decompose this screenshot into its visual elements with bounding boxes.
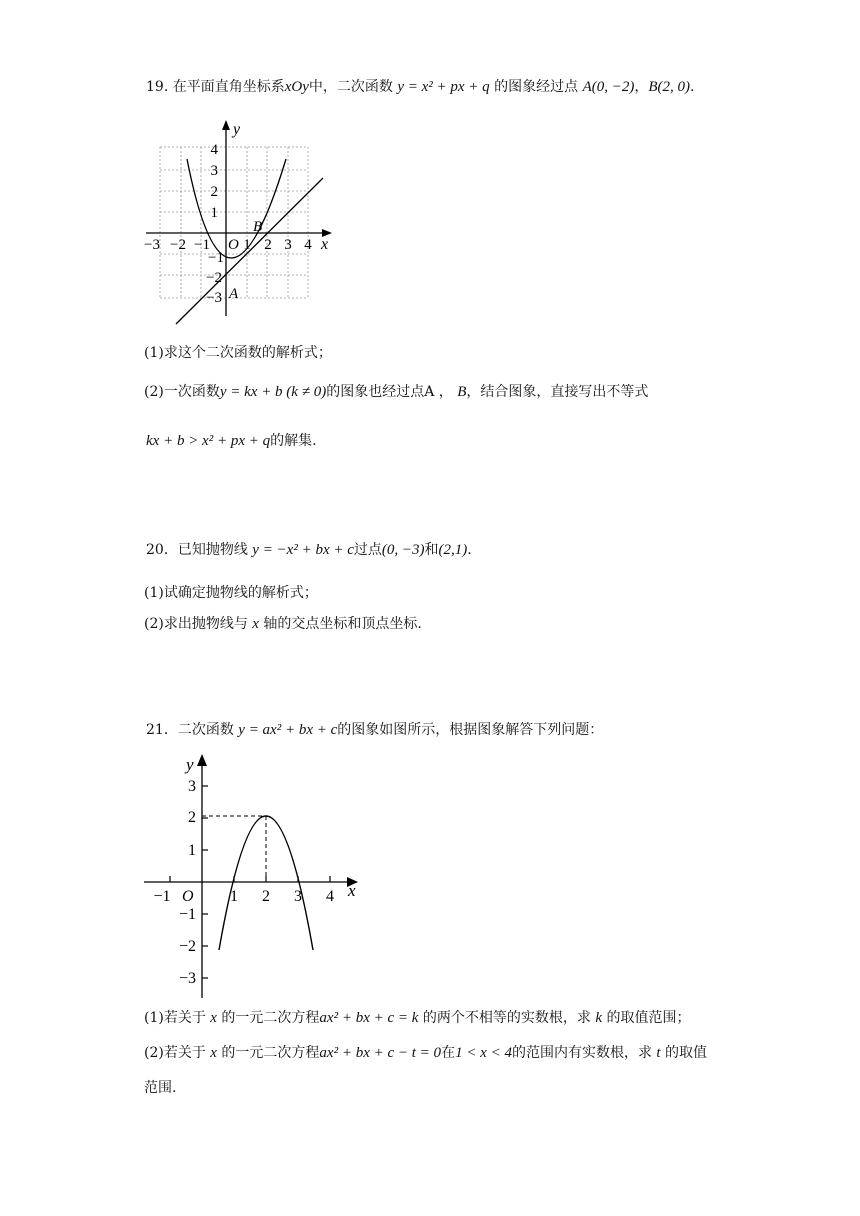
q19-point-b: B(2, 0): [648, 79, 691, 95]
q19-x-label: x: [321, 236, 329, 253]
q19-mid2: 的图象经过点: [494, 79, 579, 95]
q21-mid: 的图象如图所示，根据图象解答下列问题：: [337, 722, 604, 738]
q21-part1-d: 的取值范围；: [606, 1010, 691, 1026]
q19-x-tick: 2: [264, 237, 272, 253]
q21-part1-c: 的两个不相等的实数根，求: [422, 1010, 591, 1026]
q21-part2-b: 的一元二次方程: [221, 1045, 320, 1061]
q21-y-label: y: [186, 755, 194, 774]
q19-point-a: A(0, −2): [582, 79, 635, 95]
q20-prefix: 20．已知抛物线: [146, 542, 248, 558]
q21-part1-equation: ax² + bx + c = k: [319, 1010, 419, 1026]
q20-end: .: [467, 542, 472, 558]
q21-x-tick: 1: [230, 888, 238, 905]
q19-prefix: 19. 在平面直角坐标系: [146, 79, 285, 95]
q19-function: y = x² + px + q: [397, 79, 490, 95]
q19-y-tick: 3: [210, 163, 218, 179]
q19-sep: ，: [634, 79, 649, 95]
q21-y-tick: −3: [178, 970, 196, 987]
q21-part1-b: 的一元二次方程: [221, 1010, 320, 1026]
q19-y-tick: 2: [210, 184, 218, 200]
q19-y-label: y: [233, 121, 241, 138]
q21-x-tick: 4: [326, 888, 334, 905]
q21-stem: [146, 720, 603, 740]
q20-and: 和: [424, 542, 439, 558]
q19-xoy: xOy: [284, 79, 309, 95]
q21-part2: [144, 1043, 707, 1063]
q21-graph: [140, 750, 370, 1000]
q21-part1-k: k: [595, 1010, 602, 1026]
q19-y-tick: −3: [206, 290, 222, 306]
q21-part2-t: t: [656, 1045, 661, 1061]
q19-stem: [146, 77, 694, 97]
q19-part2-c: ，结合图象，直接写出不等式: [466, 384, 649, 400]
q20-mid: 过点: [353, 542, 382, 558]
q20-stem: [146, 540, 472, 560]
q21-x-tick: 2: [262, 888, 270, 905]
q19-part2-cont: [146, 431, 317, 451]
q20-point-2: (2,1): [438, 542, 468, 558]
q21-part1-a: (1)若关于: [144, 1010, 206, 1026]
q19-x-tick: 4: [304, 237, 312, 253]
q21-y-tick: 2: [188, 809, 196, 826]
q20-part2-x: x: [252, 616, 259, 632]
q21-x-tick: 3: [294, 888, 302, 905]
q19-y-tick: 1: [210, 205, 218, 221]
q19-part2-a: (2)一次函数: [144, 384, 220, 400]
q21-x-tick: −1: [153, 888, 171, 905]
q20-part1: (1)试确定抛物线的解析式；: [144, 585, 318, 601]
q21-origin-label: O: [182, 888, 194, 905]
q19-x-tick: 1: [243, 237, 251, 253]
q19-x-tick: 3: [284, 237, 292, 253]
q19-origin-label: O: [228, 237, 239, 253]
q19-x-tick: −3: [144, 237, 160, 253]
q19-part2-b: 的图象也经过点A ，: [326, 384, 453, 400]
q19-part1: (1)求这个二次函数的解析式；: [144, 345, 332, 361]
q19-graph: [140, 118, 340, 328]
q21-part2-a: (2)若关于: [144, 1045, 206, 1061]
q21-part2-equation: ax² + bx + c − t = 0: [319, 1045, 442, 1061]
q19-point-b-label: B: [253, 219, 263, 235]
q21-part2-e: 的取值: [665, 1045, 708, 1061]
q21-y-tick: −1: [178, 906, 196, 923]
q20-point-1: (0, −3): [381, 542, 425, 558]
q21-part1-x: x: [210, 1010, 217, 1026]
q21-part2-d: 的范围内有实数根，求: [511, 1045, 652, 1061]
q21-part2-x: x: [210, 1045, 217, 1061]
q21-part2-c: 在: [441, 1045, 456, 1061]
q19-y-tick: 4: [210, 142, 218, 158]
q19-part2: [144, 382, 648, 402]
q20-function: y = −x² + bx + c: [252, 542, 354, 558]
q19-y-tick: −1: [208, 250, 224, 266]
q21-y-tick: −2: [178, 938, 196, 955]
q21-x-label: x: [348, 881, 356, 900]
q19-linear-function: y = kx + b (k ≠ 0): [219, 384, 327, 400]
q21-part2-cont: 范围.: [144, 1080, 177, 1096]
q21-y-tick: 1: [188, 842, 196, 859]
q21-part1: [144, 1008, 690, 1028]
q21-parabola: [219, 816, 313, 950]
q19-point-a-label: A: [229, 286, 239, 302]
q21-function: y = ax² + bx + c: [238, 722, 338, 738]
q19-end: .: [690, 79, 695, 95]
q20-part2-a: (2)求出抛物线与: [144, 616, 248, 632]
q19-x-tick: −1: [194, 237, 210, 253]
q21-prefix: 21．二次函数: [146, 722, 234, 738]
q21-part2-range: 1 < x < 4: [455, 1045, 512, 1061]
q19-mid: 中，二次函数: [308, 79, 393, 95]
q21-y-tick: 3: [188, 778, 196, 795]
q19-part2-d: 的解集.: [270, 433, 317, 449]
q19-x-tick: −2: [170, 237, 186, 253]
q19-y-tick: −2: [206, 270, 222, 286]
q20-part2: [144, 614, 422, 634]
q19-inequality: kx + b > x² + px + q: [146, 433, 271, 449]
q20-part2-b: 轴的交点坐标和顶点坐标.: [263, 616, 422, 632]
q19-part2-point-b: B: [457, 384, 467, 400]
